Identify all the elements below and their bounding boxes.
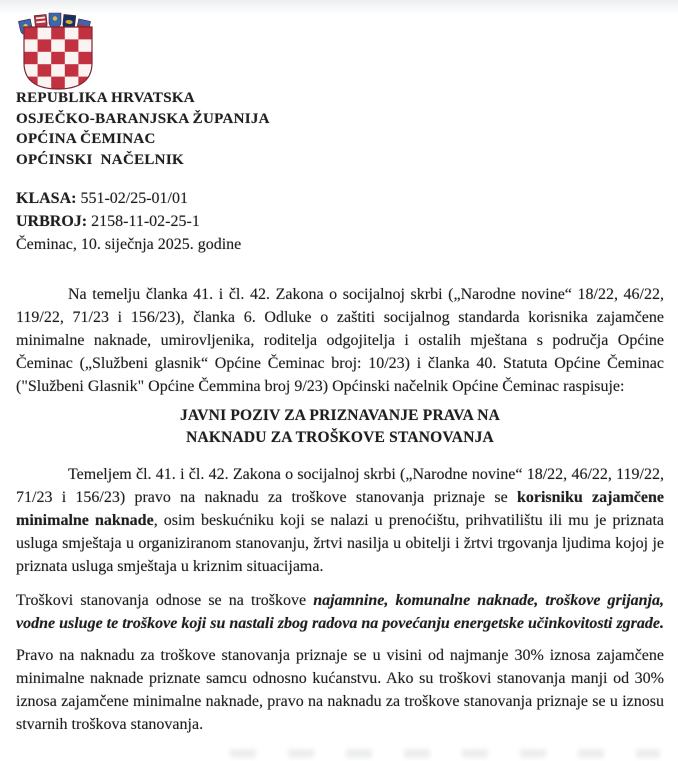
document-title-line-1: JAVNI POZIV ZA PRIZNAVANJE PRAVA NA: [179, 407, 501, 424]
paragraph-legal-basis: Na temelju članka 41. i čl. 42. Zakona o socijalnoj skrbi („Narodne novine“ 18/22, 46/22, 119/22, 71/23 i 156/23), članka 6. Odluke o zaštiti socijalnog standarda korisnika zajamčene minimalne naknade, umirovljenika, roditelja odgojitelja i ostalih mještana s područja Općine Čeminac („Službeni glasnik“ Općine Čeminac broj: 10/23) i članka 40. Statuta Općine Čeminac ("Službeni Glasnik" Općine Čemmina broj 9/23) Općinski načelnik Općine Čeminac raspisuje:: [16, 286, 664, 395]
org-line-county: OSJEČKO-BARANJSKA ŽUPANIJA: [16, 110, 270, 127]
document-body: [16, 283, 664, 736]
costs-list-bold-italic: najamnine, komunalne naknade, troškove grijanja, vodne usluge te troškove koji su nastali zbog radova na povećanju energetske učinkovitosti zgrade.: [16, 592, 665, 632]
eligibility-text-end: , osim beskućniku koji se nalazi u prenoćištu, prihvatilištu ili mu je priznata usluga smještaja u organiziranom stanovanju, žrtvi nasilja u obitelji i žrtvi trgovanja ljudima kojoj je priznata usluga smještaja u kriznim situacijama.: [16, 512, 665, 575]
letterhead: [16, 12, 664, 170]
klasa-value: 551-02/25-01/01: [80, 190, 188, 207]
org-line-country: REPUBLIKA HRVATSKA: [16, 90, 195, 106]
klasa-line: [16, 187, 664, 210]
paragraph-amount: Pravo na naknadu za troškove stanovanja priznaje se u visini od najmanje 30% iznosa zajamčene minimalne naknade priznate samcu odnosno kućanstvu. Ako su troškovi stanovanja manji od 30% iznosa zajamčene minimalne naknade, pravo na naknadu za troškove stanovanja priznaje se u iznosu stvarnih troškova stanovanja.: [16, 647, 664, 733]
paragraph-eligibility: [16, 463, 664, 578]
croatian-coat-of-arms-icon: [18, 12, 98, 90]
place-date-line: Čeminac, 10. siječnja 2025. godine: [16, 236, 242, 253]
org-line-office: OPĆINSKI NAČELNIK: [16, 151, 184, 168]
urbroj-line: [16, 210, 664, 233]
org-line-municipality: OPĆINA ČEMINAC: [16, 131, 156, 147]
document-meta: [16, 187, 664, 256]
eligibility-beneficiary-bold: korisniku zajamčene minimalne naknade: [16, 489, 664, 529]
costs-text-start: Troškovi stanovanja odnose se na troškove: [16, 592, 314, 609]
document-title: [16, 405, 664, 449]
document-title-line-2: NAKNADU ZA TROŠKOVE STANOVANJA: [186, 429, 494, 446]
klasa-label: KLASA:: [16, 190, 77, 207]
paragraph-housing-costs: [16, 589, 664, 635]
eligibility-text-start: Temeljem čl. 41. i čl. 42. Zakona o socijalnoj skrbi („Narodne novine“ 18/22, 46/22, 119/22, 71/23 i 156/23) pravo na naknadu za troškove stanovanja priznaje se: [16, 466, 664, 506]
scan-artifact: [230, 749, 660, 758]
issuing-authority: [16, 88, 664, 170]
urbroj-value: 2158-11-02-25-1: [91, 213, 200, 230]
urbroj-label: URBROJ:: [16, 213, 88, 230]
